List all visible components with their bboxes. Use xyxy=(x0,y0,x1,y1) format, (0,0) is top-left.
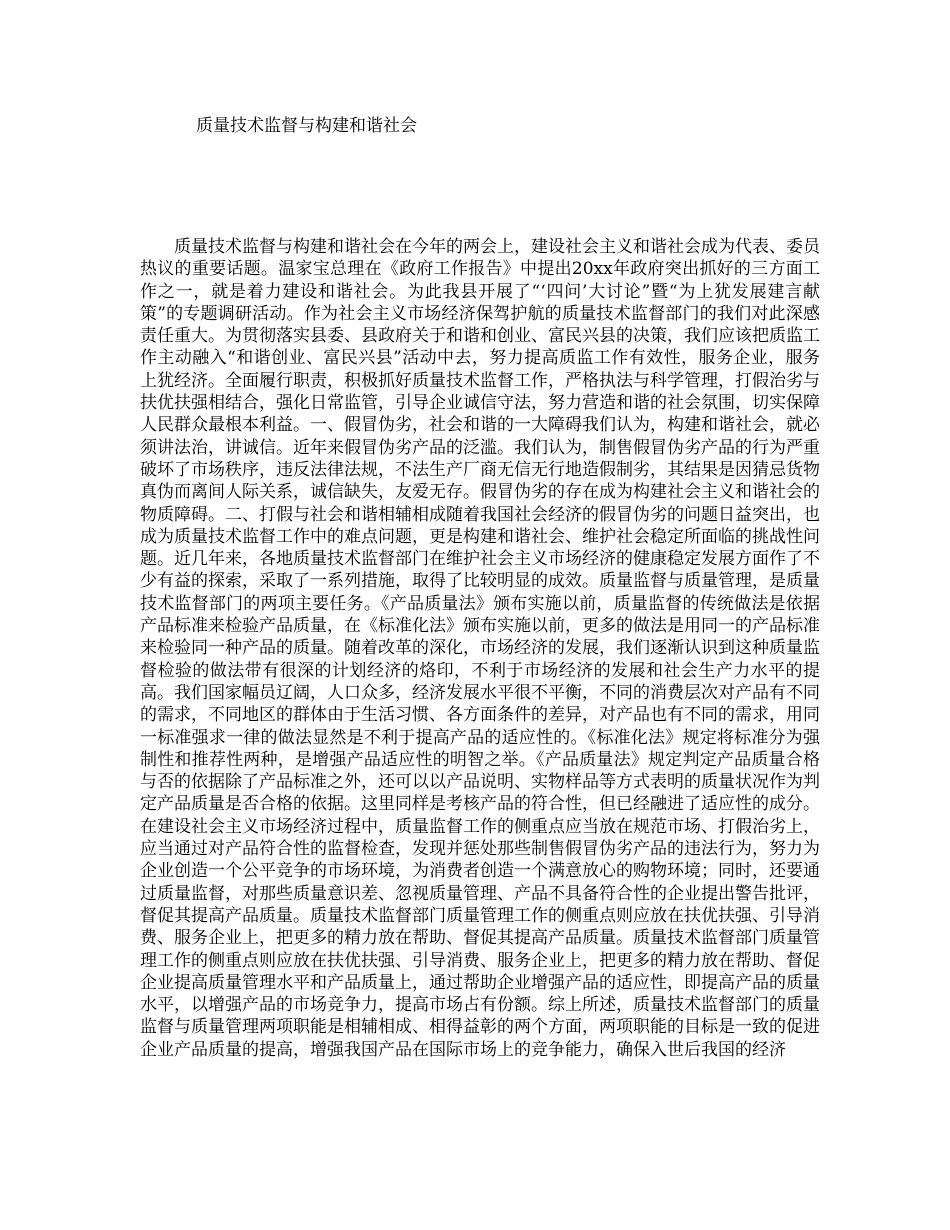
document-title: 质量技术监督与构建和谐社会 xyxy=(196,116,417,136)
document-body-paragraph: 质量技术监督与构建和谐社会在今年的两会上，建设社会主义和谐社会成为代表、委员热议的重要话题。温家宝总理在《政府工作报告》中提出20xx年政府突出抓好的三方面工作之一，就是着力建设和谐社会。为此我县开展了“‘四问’大讨论”暨“为上犹发展建言献策”的专题调研活动。作为社会主义市场经济保驾护航的质量技术监督部门的我们对此深感责任重大。为贯彻落实县委、县政府关于和谐和创业、富民兴县的决策，我们应该把质监工作主动融入“和谐创业、富民兴县”活动中去，努力提高质监工作有效性，服务企业，服务上犹经济。全面履行职责，积极抓好质量技术监督工作，严格执法与科学管理，打假治劣与扶优扶强相结合，强化日常监管，引导企业诚信守法，努力营造和谐的社会氛围，切实保障人民群众最根本利益。一、假冒伪劣，社会和谐的一大障碍我们认为，构建和谐社会，就必须讲法治，讲诚信。近年来假冒伪劣产品的泛滥。我们认为，制售假冒伪劣产品的行为严重破坏了市场秩序，违反法律法规，不法生产厂商无信无行地造假制劣，其结果是因猜忌货物真伪而离间人际关系，诚信缺失，友爱无存。假冒伪劣的存在成为构建社会主义和谐社会的物质障碍。二、打假与社会和谐相辅相成随着我国社会经济的假冒伪劣的问题日益突出，也成为质量技术监督工作中的难点问题，更是构建和谐社会、维护社会稳定所面临的挑战性问题。近几年来，各地质量技术监督部门在维护社会主义市场经济的健康稳定发展方面作了不少有益的探索，采取了一系列措施，取得了比较明显的成效。质量监督与质量管理，是质量技术监督部门的两项主要任务。《产品质量法》颁布实施以前，质量监督的传统做法是依据产品标准来检验产品质量，在《标准化法》颁布实施以前，更多的做法是用同一的产品标准来检验同一种产品的质量。随着改革的深化，市场经济的发展，我们逐渐认识到这种质量监督检验的做法带有很深的计划经济的烙印，不利于市场经济的发展和社会生产力水平的提高。我们国家幅员辽阔，人口众多，经济发展水平很不平衡，不同的消费层次对产品有不同的需求，不同地区的群体由于生活习惯、各方面条件的差异，对产品也有不同的需求，用同一标准强求一律的做法显然是不利于提高产品的适应性的。《标准化法》规定将标准分为强制性和推荐性两种，是增强产品适应性的明智之举。《产品质量法》规定判定产品质量合格与否的依据除了产品标准之外，还可以以产品说明、实物样品等方式表明的质量状况作为判定产品质量是否合格的依据。这里同样是考核产品的符合性，但已经融进了适应性的成分。在建设社会主义市场经济过程中，质量监督工作的侧重点应当放在规范市场、打假治劣上，应当通过对产品符合性的监督检查，发现并惩处那些制售假冒伪劣产品的违法行为，努力为企业创造一个公平竞争的市场环境，为消费者创造一个满意放心的购物环境；同时，还要通过质量监督，对那些质量意识差、忽视质量管理、产品不具备符合性的企业提出警告批评，督促其提高产品质量。质量技术监督部门质量管理工作的侧重点则应放在扶优扶强、引导消费、服务企业上，把更多的精力放在帮助、督促其提高产品质量。质量技术监督部门质量管理工作的侧重点则应放在扶优扶强、引导消费、服务企业上，把更多的精力放在帮助、督促企业提高质量管理水平和产品质量上，通过帮助企业增强产品的适应性，即提高产品的质量水平，以增强产品的市场竞争力，提高市场占有份额。综上所述，质量技术监督部门的质量监督与质量管理两项职能是相辅相成、相得益彰的两个方面，两项职能的目标是一致的促进企业产品质量的提高，增强我国产品在国际市场上的竞争能力，确保入世后我国的经济 xyxy=(140,237,820,1060)
